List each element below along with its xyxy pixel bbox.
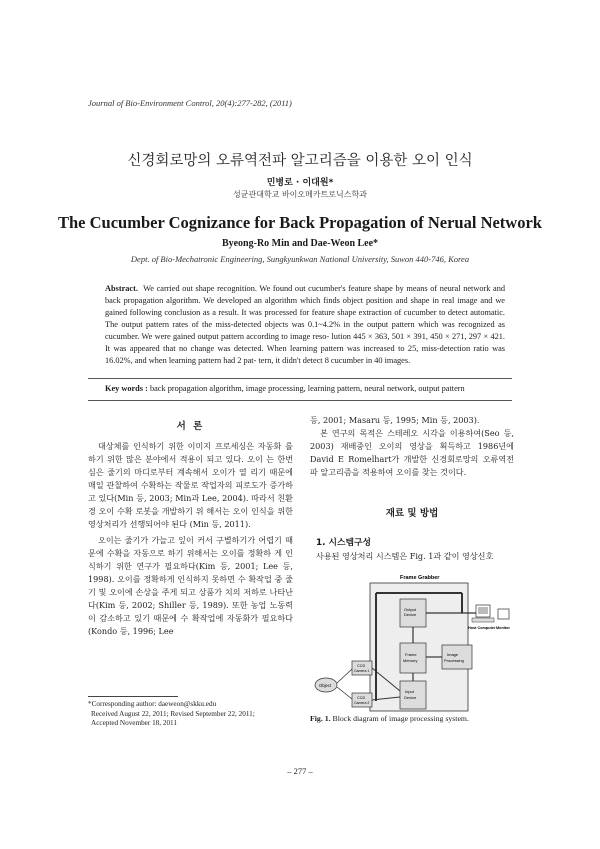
- text-line: 2004). 따라서 친환경 오이 수확 로봇을 개발하기 위: [88, 493, 293, 516]
- output-device-label-1: Output: [404, 607, 417, 612]
- korean-title: 신경회로망의 오류역전파 알고리즘을 이용한 오이 인식: [127, 153, 473, 169]
- ccd-camera-1-label-b: Camera 1: [354, 669, 370, 673]
- abstract-line: in real image and we gained following conclusion as a result. It was processed for feature shape extraction: [105, 296, 505, 317]
- english-title: The Cucumber Cognizance for Back Propagation of Nerual Network: [58, 213, 542, 232]
- abstract-line: lution 445 × 363, 501 × 391, 450 × 271, 297 × 421. It was appeared that no change was detected. When: [105, 332, 505, 353]
- text-line: 때문에 수확을 자동으로 하기 위해서는 오이를 정확하: [88, 535, 293, 558]
- footnote-rule: [88, 696, 178, 697]
- abstract-line: tern, it didn't detect 8 cucumber in 40 images.: [258, 356, 411, 365]
- abstract-label: Abstract.: [105, 284, 138, 293]
- monitor-label: Monitor: [496, 626, 510, 630]
- ccd-camera-2-label-b: Camera 2: [354, 701, 370, 705]
- ccd-camera-1-label-a: CCD: [357, 664, 366, 668]
- figure-caption: [310, 714, 469, 723]
- english-affiliation: Dept. of Bio-Mechatronic Engineering, Sungkyunkwan National University, Suwon 440-746, Korea: [130, 254, 470, 264]
- text-line: 치의 저하로 나타난다(Kim 등, 2002; Shiller 등,: [88, 587, 293, 610]
- text-line: 를 하기 위한 많은 분야에서 적용이 되고 있다. 오이: [88, 441, 293, 464]
- keywords-bottom-rule: [88, 400, 512, 401]
- text-line: David E Romelhart가 개발한 신경회로망의 오류역전: [310, 454, 514, 464]
- host-keyboard-icon: [472, 618, 494, 622]
- intro-paragraph-continued: 등, 2001; Masaru 등, 1995; Min 등, 2003).: [310, 415, 480, 425]
- text-line: 피로도가 증가하고 있다(Min 등, 2003; Min과 Lee,: [88, 480, 293, 503]
- intro-paragraph-3: [310, 427, 514, 479]
- corresponding-author: *Corresponding author: daeweon@skku.edu: [88, 700, 217, 708]
- text-line: 파 알고리즘을 적용하여 오이를 찾는 것이다.: [310, 467, 467, 477]
- journal-citation: Journal of Bio-Environment Control, 20(4):277-282, (2011): [88, 98, 292, 108]
- received-dates: Received August 22, 2011; Revised September 22, 2011;: [91, 709, 255, 718]
- keywords-label: Key words :: [105, 384, 148, 393]
- abstract: [105, 283, 505, 367]
- text-line: 2003) 재배중인 오이의 영상을 획득하고 1986년에: [310, 441, 514, 451]
- left-column-text: [88, 440, 293, 638]
- abstract-line: of cucumber to detect automatic. The output pattern rates of the miss-detected objects was 0.1~4.2% in the: [105, 308, 505, 329]
- text-line: 대상체를 인식하기 위한 이미지 프로세싱은 자동화: [98, 441, 282, 451]
- korean-authors: 민병로 · 이대원*: [266, 178, 334, 188]
- object-to-camera2-arrow: [337, 687, 352, 699]
- text-line: 확작업에 자동화가 필요하다(Kondo 등, 1996; Lee: [88, 613, 293, 636]
- abstract-line: We carried out shape recognition. We found out cucumber's feature shape by means of neural: [143, 284, 461, 293]
- host-computer-screen-icon: [478, 607, 488, 614]
- input-device-label-1: Input: [405, 689, 414, 694]
- image-processing-box: [442, 645, 472, 669]
- object-to-camera1-arrow: [337, 669, 352, 683]
- text-line: 리기 때문에 매일 관찰하여 수확하는 작물로 작업자의: [88, 467, 293, 490]
- accepted-date: Accepted November 18, 2011: [91, 719, 177, 727]
- intro-paragraph-1: [88, 440, 293, 531]
- keywords-top-rule: [88, 378, 512, 379]
- text-line: 오이는 줄기가 가늘고 잎이 커서 구별하기가 어렵기: [98, 535, 282, 545]
- page-number: – 277 –: [287, 766, 313, 776]
- text-line: 는 한번 심은 줄기의 마디로부터 계속해서 오이가 열: [88, 454, 294, 477]
- introduction-heading: 서 론: [176, 421, 205, 432]
- image-processing-label-2: Processing: [444, 658, 464, 663]
- text-line: (Min 등, 2011).: [189, 519, 251, 529]
- korean-affiliation: 성균관대학교 바이오메카트로닉스학과: [233, 190, 367, 199]
- frame-memory-label-1: Frame: [405, 652, 417, 657]
- text-line: Lee 등, 1998). 오이를 정확하게 인식하지 못하면 수: [88, 561, 294, 584]
- image-processing-label-1: Image: [447, 652, 459, 657]
- text-line: 1989). 또한 농업 노동력이 감소하고 있기 때문에 수: [88, 600, 293, 623]
- abstract-line: output pattern which was recognized as cucumber. We were gained output pattern according to image reso-: [105, 320, 505, 341]
- abstract-line: learning pattern was increased to 25, miss-detection ratio was 16.02%, and when learning pattern had 2 pat-: [105, 344, 505, 365]
- intro-paragraph-2: [88, 534, 293, 638]
- text-line: 게 인식하기 위한 연구가 필요하다(Kim 등, 2001;: [88, 548, 293, 571]
- frame-grabber-label: Frame Grabber: [400, 575, 440, 581]
- english-authors: Byeong-Ro Min and Dae-Weon Lee*: [221, 238, 379, 249]
- monitor-icon: [498, 609, 509, 619]
- figure-caption-label: Fig. 1.: [310, 714, 331, 723]
- methods-heading: 재료 및 방법: [385, 508, 439, 519]
- system-subheading: 1. 시스템구성: [316, 538, 372, 548]
- text-line: 본 연구의 목적은 스테레오 시각을 이용하여(Seo 등,: [320, 428, 514, 438]
- abstract-line: network and back propagation algorithm. We developed an algorithm which finds object position and shape: [105, 284, 506, 305]
- block-diagram: [312, 573, 512, 713]
- frame-memory-label-2: Memory: [403, 658, 418, 663]
- input-device-label-2: Device: [404, 695, 417, 700]
- keywords: [105, 384, 515, 393]
- ccd-camera-2-label-a: CCD: [357, 696, 366, 700]
- figure-caption-text: Block diagram of image processing system.: [332, 714, 469, 723]
- text-line: 해서는 오이 인식을 위한 영상처리가 선행되어야 된다: [88, 506, 293, 529]
- keywords-text: back propagation algorithm, image processing, learning pattern, neural network, output pattern: [149, 384, 465, 393]
- system-paragraph: 사용된 영상처리 시스템은 Fig. 1과 같이 영상신호: [316, 551, 494, 561]
- right-column-text: [310, 414, 514, 479]
- host-computer-label: Host Computer: [468, 626, 496, 630]
- output-device-label-2: Device: [404, 612, 417, 617]
- text-line: 확작업 중 줄기 및 오이에 손상을 주게 되고 상품가: [88, 574, 293, 597]
- object-label: Object: [319, 683, 332, 688]
- footnote: [88, 700, 255, 729]
